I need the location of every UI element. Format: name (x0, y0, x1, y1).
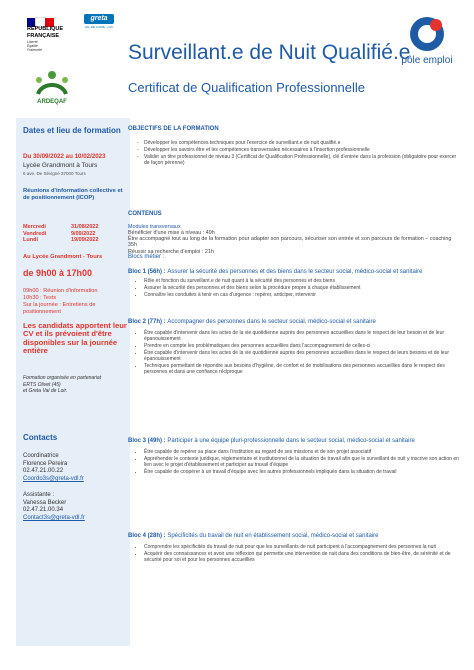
bloc-4-heading: Bloc 4 (28h) : Spécificités du travail de nuit en établissement social, médico-social et sanitaire (128, 533, 379, 539)
list-item: • Techniques permettant de répondre aux besoins d'hygiène, de confort et de mobilisations des personnes accueillies dans le respect des personnes et dans une confiance réciproque (144, 363, 460, 375)
coordinator-email-link[interactable]: Coordo3s@greta-vdl.fr (23, 475, 84, 482)
bloc-1-list (128, 278, 460, 298)
list-item: - Développer les compétences techniques pour l'exercice de surveillant.e de nuit qualifié.e (144, 140, 460, 146)
modules-title: Modules transversaux (128, 224, 181, 230)
info-sidebar (16, 118, 130, 646)
dates-range: Du 30/09/2022 au 10/02/2023 (23, 153, 106, 160)
reunion-row: Mercredi 31/08/2022 (23, 224, 99, 230)
bloc-4-list (128, 544, 460, 563)
lycee-name: Lycée Grandmont à Tours (23, 162, 98, 169)
contacts-heading: Contacts (23, 433, 58, 442)
objectifs-section (128, 126, 460, 167)
dates-heading: Dates et lieu de formation (23, 126, 121, 135)
blocs-title: Blocs métier : (128, 254, 165, 260)
modules-lines: Bénéficier d'une mise à niveau : 49h Être accompagné tout au long de la formation pour adapter son parcours, sécuriser son entrée et son parcours de formation – coaching 35h Réussir sa recherche d'emploi : 21h (128, 230, 452, 255)
reunions-list (23, 224, 127, 244)
bloc-3 (128, 438, 460, 476)
assistant-email-link[interactable]: Contact3s@greta-vdl.fr (23, 514, 85, 521)
bloc-2-list (128, 330, 460, 375)
hours: de 9h00 à 17h00 (23, 268, 93, 278)
ardeqaf-figure-icon (30, 68, 74, 98)
pole-emploi-emblem-icon (407, 14, 447, 54)
list-item: • Être capable de coopérer à un travail d'équipe avec les autres professionnels impliqués dans la situation de travail (144, 469, 460, 475)
candidates-note: Les candidats apportent leur CV et ils prévoient d'être disponibles sur la journée entière (23, 321, 127, 356)
contenus-section (128, 211, 460, 255)
bloc-4 (128, 533, 460, 564)
list-item: • Comprendre les spécificités du travail de nuit pour que les surveillants de nuit participent à l'accompagnement des personnes la nuit (144, 544, 460, 550)
list-item: • Appréhender le contexte juridique, réglementaire et institutionnel de la situation de travail afin que le surveillant de nuit y inscrive son action en lien avec le projet d'établissement et participer au travail d'équipe (144, 456, 460, 468)
au-lycee: Au Lycée Grandmont - Tours (23, 254, 103, 260)
assistant-contact: Assistante : Vanessa Becker 02.47.21.00.34 Contact3s@greta-vdl.fr (23, 492, 127, 522)
reunion-row: Lundi 19/09/2022 (23, 237, 99, 244)
page-title: Surveillant.e de Nuit Qualifié.e (128, 41, 411, 64)
marianne-flag-icon (27, 14, 55, 23)
pole-emploi-logo: pôle emploi (395, 14, 459, 66)
bloc-2-heading: Bloc 2 (77h) : Accompagner des personnes dans le secteur social, médico-social et sanitaire (128, 319, 376, 325)
bloc-2 (128, 319, 460, 376)
page-subtitle: Certificat de Qualification Professionnelle (128, 80, 366, 95)
list-item: • Prendre en compte les problématiques des personnes accueillies dans l'accompagnement de celles-ci (144, 343, 460, 349)
republique-francaise-logo: RÉPUBLIQUE FRANÇAISE (27, 26, 64, 39)
republique-motto: Liberté Égalité Fraternité (27, 40, 42, 52)
schedule: 09h00 : Réunion d'information 10h30 : Tests Sur la journée : Entretiens de positionnement (23, 288, 98, 315)
contenus-heading: CONTENUS (128, 211, 162, 217)
greta-logo: greta VAL DE LOIRE · CVL (84, 15, 114, 29)
list-item: • Rôle et fonction du surveillant.e de nuit quant à la sécurité des personnes et des biens (144, 278, 460, 284)
list-item: - Développer les savoirs être et les compétences transversales nécessaires à l'insertion professionnelle (144, 147, 460, 153)
list-item: • Être capable de repérer sa place dans l'institution au regard de ses missions et de son projet associatif (144, 449, 460, 455)
ardeqaf-logo: ARDEQAF (30, 68, 74, 105)
list-item: • Être capable d'intervenir dans les actes de la vie quotidienne auprès des personnes accueillies dans le respect de leurs besoins et de leur épanouissement (144, 350, 460, 362)
bloc-3-list (128, 449, 460, 475)
bloc-1-heading: Bloc 1 (56h) : Assurer la sécurité des personnes et des biens dans le secteur social, médico-social et sanitaire (128, 269, 423, 275)
objectifs-heading: OBJECTIFS DE LA FORMATION (128, 126, 219, 132)
list-item: • Acquérir des connaissances et avoir une réflexion qui permette une intervention de nuit dans des conditions de bien-être, de sérénité et de sécurité pour soi et pour les personnes accueillies (144, 551, 460, 563)
reunions-heading: Réunions d'information collective et de positionnement (ICOP) (23, 188, 123, 201)
bloc-1 (128, 269, 460, 299)
partnership-note: Formation organisée en partenariat ERTS Olivet (45) et Greta Val de Loir. (23, 375, 102, 394)
header (0, 0, 474, 118)
list-item: • Connaître les conduites à tenir en cas d'urgence : repérer, anticiper, intervenir (144, 292, 460, 298)
list-item: - Valider un titre professionnel de niveau 3 (Certificat de Qualification Professionnelle), clé d'entrée dans la profession (obligatoire pour exercer de façon pérenne) (144, 154, 460, 166)
coordinator-contact: Coordinatrice Florence Pereira 02.47.21.00.22 Coordo3s@greta-vdl.fr (23, 453, 127, 483)
list-item: • Être capable d'intervenir dans les actes de la vie quotidienne auprès des personnes accueillies dans le respect de leur besoin et de leur épanouissement (144, 330, 460, 342)
objectifs-list (128, 140, 460, 166)
list-item: • Assurer la sécurité des personnes et des biens selon la procédure propre à chaque établissement (144, 285, 460, 291)
bloc-3-heading: Bloc 3 (49h) : Participer à une équipe pluri-professionnelle dans le secteur social, médico-social et sanitaire (128, 438, 415, 444)
lycee-address: 6 ave. De Sévigné 37000 Tours (23, 171, 86, 176)
reunion-row: Vendredi 9/09/2022 (23, 230, 96, 237)
